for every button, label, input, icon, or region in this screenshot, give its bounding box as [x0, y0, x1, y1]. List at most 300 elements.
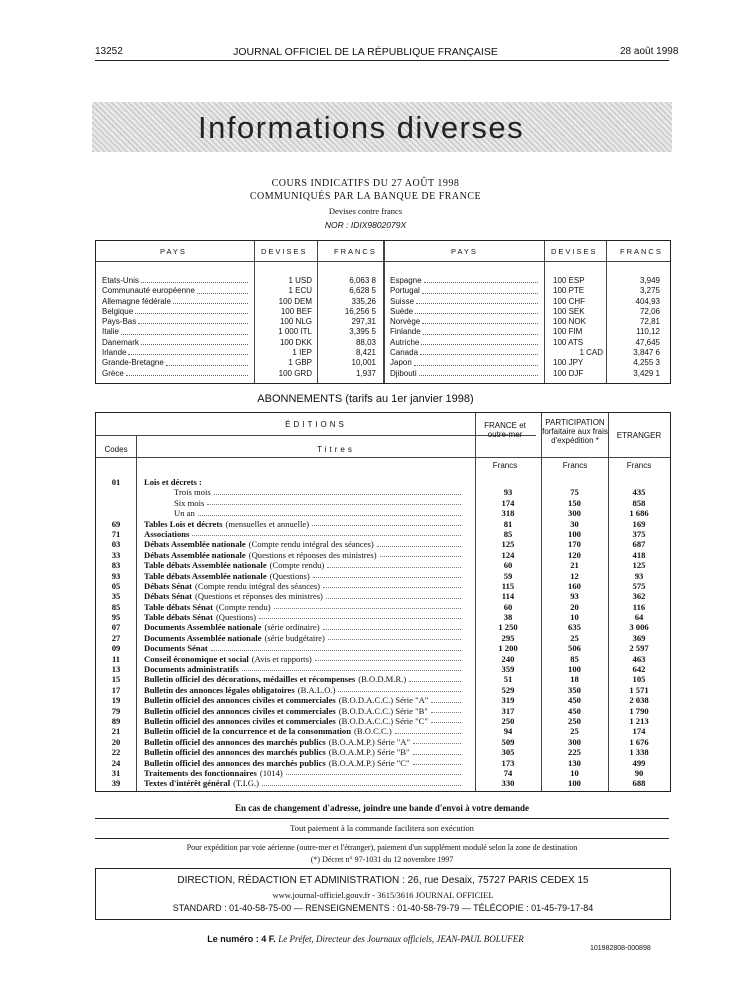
header-rule: [96, 435, 536, 436]
titre-cell: [144, 539, 464, 549]
code-cell: 15: [111, 674, 121, 685]
codes-header: Codes: [104, 445, 128, 454]
etranger-cell: 575: [632, 580, 646, 591]
dot-leader: [431, 706, 461, 713]
code-cell: 71: [111, 528, 121, 539]
titre-detail: (Questions): [215, 612, 257, 623]
titre-detail: (B.O.A.M.P.) Série "B": [328, 747, 410, 758]
pays-row: Pays-Bas: [102, 317, 250, 327]
titre-cell: [144, 695, 464, 705]
titre-cell: [144, 571, 464, 581]
abonnements-rows: [96, 477, 670, 789]
cours-line-2: COMMUNIQUÉS PAR LA BANQUE DE FRANCE: [249, 191, 482, 202]
contact-box: [95, 868, 671, 920]
dot-leader: [286, 768, 461, 775]
dot-leader: [328, 633, 461, 640]
titre-text: Bulletin officiel des annonces des marchés publics: [144, 736, 326, 747]
france-cell: 295: [501, 632, 515, 643]
etranger-cell: 688: [632, 778, 646, 789]
francs-cell: 1,937: [355, 368, 376, 378]
pays-row: Finlande: [390, 327, 540, 337]
phones-line: [96, 903, 670, 913]
titre-detail: (Compte rendu): [269, 560, 325, 571]
expedition-note: Pour expédition par voie aérienne (outre-mer et l'étranger), paiement d'un supplément modulé selon la zone de destination: [186, 843, 578, 852]
dot-leader: [259, 612, 461, 619]
col-header-pays: PAYS: [160, 247, 187, 256]
titre-text: Débats Assemblée nationale: [144, 549, 246, 560]
france-cell: 305: [501, 747, 515, 758]
table-row: [96, 643, 670, 653]
participation-cell: [541, 477, 608, 487]
abonnements-title: ABONNEMENTS (tarifs au 1er janvier 1998): [257, 393, 474, 405]
dot-leader: [327, 560, 461, 567]
francs-cell: 16,256 5: [344, 306, 376, 316]
titre-text: Trois mois: [174, 487, 211, 498]
etranger-cell: 105: [632, 674, 646, 685]
editions-header: ÉDITIONS: [285, 420, 347, 429]
devise-cell: 100 DJF: [553, 368, 584, 378]
titre-cell: [144, 529, 464, 539]
price: Le numéro : 4 F.: [207, 934, 276, 944]
note-rule: [95, 838, 669, 839]
participation-cell: 75: [570, 487, 579, 498]
dot-leader: [380, 550, 461, 557]
etranger-cell: 463: [632, 653, 646, 664]
titre-cell: [144, 674, 464, 684]
table-row: [96, 695, 670, 705]
code-cell: 39: [111, 778, 121, 789]
francs-cell: 3,949: [639, 276, 660, 285]
code-cell: 01: [111, 477, 121, 487]
dot-leader: [242, 664, 461, 671]
titre-text: Lois et décrets :: [144, 477, 202, 487]
print-reference: 101982808-000898: [590, 945, 651, 952]
table-row: [96, 602, 670, 612]
price-line: [0, 934, 731, 944]
titre-detail: (B.O.C.C.): [354, 726, 392, 737]
titre-text: Textes d'intérêt général: [144, 778, 231, 789]
devise-cell: 100 JPY: [553, 358, 584, 368]
titre-detail: (T.I.G.): [233, 778, 259, 789]
titre-detail: (B.O.D.A.C.C.) Série "B": [338, 705, 428, 716]
francs-cell: 3,395 5: [349, 327, 376, 337]
titre-cell: [144, 550, 464, 560]
france-cell: 93: [503, 487, 513, 498]
titre-text: Un an: [174, 508, 195, 519]
france-cell: 115: [501, 580, 515, 591]
dot-leader: [192, 529, 461, 536]
titre-detail: (série ordinaire): [264, 622, 320, 633]
titre-detail: (Questions et réponses des ministres): [248, 549, 377, 560]
francs-cell: 6,628 5: [349, 286, 376, 296]
francs-unit: Francs: [562, 461, 588, 470]
table-row: [96, 508, 670, 518]
code-cell: 83: [111, 560, 121, 571]
note-rule: [95, 818, 669, 819]
participation-cell: 120: [568, 549, 581, 560]
etranger-cell: 90: [634, 767, 644, 778]
direction-line: DIRECTION, RÉDACTION ET ADMINISTRATION : 26, rue Desaix, 75727 PARIS CEDEX 15: [177, 875, 589, 886]
table-row: [96, 529, 670, 539]
devise-cell: 1 000 ITL: [278, 327, 312, 337]
francs-cell: 404,93: [635, 296, 660, 306]
france-cell: 529: [501, 684, 515, 695]
participation-cell: 10: [570, 612, 579, 623]
participation-cell: 450: [568, 695, 581, 706]
dot-leader: [323, 581, 461, 588]
titre-cell: [144, 633, 464, 643]
france-cell: 173: [501, 757, 515, 768]
table-row: [96, 612, 670, 622]
currency-table: [95, 240, 671, 384]
paiement-note: Tout paiement à la commande facilitera son exécution: [290, 823, 474, 833]
titre-detail: (Compte rendu intégral des séances): [248, 539, 374, 550]
titre-text: Tables Lois et décrets: [144, 518, 223, 529]
pays-row: Norvège: [390, 317, 540, 327]
titre-cell: [174, 508, 464, 518]
titre-cell: [144, 612, 464, 622]
titre-text: Traitements des fonctionnaires: [144, 767, 257, 778]
titre-text: Débats Sénat: [144, 591, 192, 602]
dot-leader: [214, 487, 461, 494]
etranger-cell: 2 597: [629, 643, 649, 654]
titre-text: Associations: [144, 528, 190, 539]
table-row: [96, 571, 670, 581]
titres-header: Titres: [317, 445, 355, 454]
code-cell: 79: [111, 705, 121, 716]
table-row: [96, 560, 670, 570]
code-cell: 17: [111, 684, 121, 695]
etranger-cell: 435: [632, 487, 646, 498]
francs-unit: Francs: [492, 461, 518, 470]
titre-text: Débats Assemblée nationale: [144, 539, 246, 550]
francs-cell: 110,12: [636, 327, 660, 337]
code-cell: [96, 498, 136, 508]
code-cell: 33: [111, 549, 121, 560]
code-cell: 09: [111, 643, 121, 654]
section-title: Informations diverses: [198, 110, 525, 145]
left-francs-col: [322, 276, 376, 379]
france-cell: 94: [503, 726, 513, 737]
pays-row: Italie: [102, 327, 250, 337]
pays-row: Communauté européenne: [102, 286, 250, 296]
etranger-cell: 858: [632, 497, 646, 508]
dot-leader: [313, 571, 461, 578]
france-cell: 250: [501, 715, 515, 726]
code-cell: 85: [111, 601, 121, 612]
devise-cell: 100 DEM: [278, 296, 312, 306]
code-cell: 19: [111, 695, 121, 706]
titre-detail: (1014): [259, 767, 283, 778]
code-cell: 22: [111, 747, 121, 758]
etranger-cell: 369: [632, 632, 646, 643]
titre-detail: (B.O.A.M.P.) Série "C": [328, 757, 410, 768]
table-row: [96, 622, 670, 632]
france-cell: 330: [501, 778, 515, 789]
col-header-pays-2: PAYS: [451, 247, 478, 256]
titre-cell: [144, 519, 464, 529]
code-cell: 21: [111, 726, 121, 737]
titre-cell: [144, 716, 464, 726]
devise-cell: 100 ATS: [553, 337, 584, 347]
etranger-cell: 3 006: [629, 622, 649, 633]
dot-leader: [211, 643, 461, 650]
table-row: [96, 498, 670, 508]
table-row: [96, 539, 670, 549]
table-row: [96, 581, 670, 591]
code-cell: 89: [111, 715, 121, 726]
titre-text: Six mois: [174, 497, 205, 508]
col-rule: [383, 241, 385, 383]
col-header-devises-2: DEVISES: [551, 247, 598, 256]
pays-row: Japon: [390, 358, 540, 368]
pays-row: Allemagne fédérale: [102, 297, 250, 307]
table-row: [96, 726, 670, 736]
issue-date: 28 août 1998: [620, 46, 679, 57]
dot-leader: [395, 726, 461, 733]
titre-cell: [144, 560, 464, 570]
titre-cell: [144, 726, 464, 736]
table-row: [96, 591, 670, 601]
titre-cell: [144, 591, 464, 601]
etranger-cell: 375: [632, 528, 646, 539]
page-number: 13252: [95, 46, 123, 57]
participation-cell: 85: [570, 653, 579, 664]
etranger-cell: 362: [632, 591, 646, 602]
right-devises-col: [553, 276, 603, 379]
etranger-cell: 93: [634, 570, 644, 581]
titre-cell: [144, 706, 464, 716]
france-cell: 60: [503, 601, 513, 612]
participation-cell: 350: [568, 684, 581, 695]
code-cell: [96, 487, 136, 497]
etranger-cell: 1 213: [629, 715, 649, 726]
participation-cell: 10: [570, 767, 579, 778]
titre-detail: (B.A.L.O.): [297, 684, 336, 695]
francs-unit: Francs: [626, 461, 652, 470]
etranger-cell: [608, 477, 670, 487]
titre-text: Table débats Sénat: [144, 601, 213, 612]
etranger-cell: 499: [632, 757, 646, 768]
titre-detail: (Questions et réponses des ministres): [194, 591, 323, 602]
titre-cell: [144, 737, 464, 747]
titre-detail: (B.O.D.A.C.C.) Série "C": [338, 715, 428, 726]
devise-cell: 100 SEK: [553, 306, 585, 316]
right-francs-col: [610, 276, 660, 379]
dot-leader: [315, 654, 461, 661]
titre-cell: [174, 487, 464, 497]
france-cell: 1 200: [498, 643, 518, 654]
devise-cell: 100 CHF: [553, 296, 586, 306]
titre-cell: [144, 768, 464, 778]
france-cell: [475, 477, 541, 487]
participation-cell: 300: [568, 508, 581, 519]
telecopie-number: TÉLÉCOPIE : 01-45-79-17-84: [473, 903, 594, 913]
etranger-cell: 169: [632, 518, 646, 529]
titre-cell: [144, 581, 464, 591]
francs-cell: 10,001: [351, 358, 376, 368]
devise-cell: 100 NOK: [553, 317, 586, 327]
pays-row: Grande-Bretagne: [102, 358, 250, 368]
dot-leader: [431, 695, 461, 702]
france-cell: 124: [501, 549, 515, 560]
dot-leader: [207, 498, 461, 505]
francs-cell: 8,421: [355, 348, 376, 358]
table-row: [96, 747, 670, 757]
etranger-cell: 1 686: [629, 508, 649, 519]
dot-leader: [262, 778, 461, 785]
titre-text: Table débats Assemblée nationale: [144, 560, 267, 571]
changement-note: En cas de changement d'adresse, joindre une bande d'envoi à votre demande: [234, 803, 530, 813]
pays-row: Canada: [390, 348, 540, 358]
dot-leader: [312, 519, 461, 526]
left-pays-col: [102, 276, 250, 379]
etranger-cell: 174: [632, 726, 646, 737]
france-cell: 509: [501, 736, 515, 747]
participation-cell: 170: [568, 539, 581, 550]
code-cell: 93: [111, 570, 121, 581]
titre-cell: [144, 477, 464, 487]
titre-detail: (série budgétaire): [264, 632, 325, 643]
titre-detail: (B.O.D.M.R.): [358, 674, 407, 685]
participation-cell: 450: [568, 705, 581, 716]
titre-detail: (B.O.A.M.P.) Série "A": [328, 736, 411, 747]
pays-row: Suisse: [390, 297, 540, 307]
devise-cell: 1 GBP: [288, 358, 312, 368]
participation-cell: 130: [568, 757, 581, 768]
col-rule: [317, 241, 318, 383]
titre-cell: [144, 685, 464, 695]
titre-text: Bulletin officiel de la concurrence et de la consommation: [144, 726, 352, 737]
france-cell: 174: [501, 497, 515, 508]
titre-cell: [174, 498, 464, 508]
titre-text: Bulletin des annonces légales obligatoires: [144, 684, 295, 695]
dot-leader: [274, 602, 461, 609]
france-cell: 359: [501, 664, 515, 675]
dot-leader: [323, 622, 461, 629]
code-cell: 05: [111, 580, 121, 591]
code-cell: 27: [111, 632, 121, 643]
standard-number: STANDARD : 01-40-58-75-00: [172, 903, 292, 913]
participation-cell: 635: [568, 622, 581, 633]
titre-cell: [144, 622, 464, 632]
etranger-cell: 64: [634, 612, 644, 623]
participation-cell: 30: [570, 518, 579, 529]
table-row: [96, 487, 670, 497]
participation-cell: 21: [570, 560, 579, 571]
etranger-header: ETRANGER: [616, 431, 662, 440]
header-rule: [96, 457, 670, 458]
titre-cell: [144, 664, 464, 674]
titre-detail: (B.O.D.A.C.C.) Série "A": [338, 695, 429, 706]
titre-text: Documents Assemblée nationale: [144, 632, 262, 643]
france-cell: 38: [503, 612, 513, 623]
francs-cell: 4,255 3: [633, 358, 660, 368]
participation-cell: 160: [568, 580, 581, 591]
table-row: [96, 550, 670, 560]
france-cell: 125: [501, 539, 515, 550]
col-rule: [254, 241, 255, 383]
left-devises-col: [258, 276, 312, 379]
france-cell: 74: [503, 767, 513, 778]
francs-cell: 72,06: [639, 306, 660, 316]
code-cell: 07: [111, 622, 121, 633]
participation-cell: 225: [568, 747, 581, 758]
devise-cell: 1 IEP: [292, 348, 312, 358]
separator: —: [461, 903, 474, 913]
francs-cell: 6,063 8: [349, 276, 376, 285]
participation-cell: 100: [568, 528, 581, 539]
participation-cell: 150: [568, 497, 581, 508]
titre-detail: (Compte rendu intégral des séances): [194, 580, 321, 591]
france-cell: 318: [501, 508, 515, 519]
dot-leader: [413, 758, 461, 765]
france-cell: 319: [501, 695, 515, 706]
col-header-francs-2: FRANCS: [620, 247, 663, 256]
france-cell: 59: [503, 570, 513, 581]
pays-row: Espagne: [390, 276, 540, 286]
titre-cell: [144, 778, 464, 788]
titre-text: Table débats Sénat: [144, 612, 213, 623]
etranger-cell: 116: [632, 601, 646, 612]
table-row: [96, 654, 670, 664]
devise-cell: 100 PTE: [553, 286, 585, 296]
devise-cell: 1 CAD: [579, 348, 603, 358]
france-header: FRANCE et outre-mer: [484, 421, 526, 439]
pays-row: Autriche: [390, 338, 540, 348]
table-row: [96, 716, 670, 726]
france-cell: 81: [503, 518, 513, 529]
table-row: [96, 477, 670, 487]
participation-cell: 25: [570, 726, 579, 737]
etranger-cell: 2 038: [629, 695, 649, 706]
francs-cell: 72,81: [639, 317, 660, 327]
titre-text: Documents Sénat: [144, 643, 208, 654]
titre-text: Débats Sénat: [144, 580, 192, 591]
titre-text: Bulletin officiel des annonces des marchés publics: [144, 757, 326, 768]
table-row: [96, 706, 670, 716]
code-cell: 03: [111, 539, 121, 550]
devise-cell: 100 BEF: [280, 306, 312, 316]
participation-cell: 12: [570, 570, 579, 581]
dot-leader: [431, 716, 461, 723]
france-cell: 114: [501, 591, 515, 602]
code-cell: 24: [111, 757, 121, 768]
dot-leader: [377, 539, 461, 546]
titre-cell: [144, 747, 464, 757]
renseignements-number: RENSEIGNEMENTS : 01-40-58-79-79: [305, 903, 460, 913]
abonnements-table: [95, 412, 671, 792]
titre-cell: [144, 602, 464, 612]
titre-detail: (mensuelles et annuelle): [225, 518, 310, 529]
table-row: [96, 758, 670, 768]
code-cell: 95: [111, 612, 121, 623]
participation-cell: 100: [568, 664, 581, 675]
etranger-cell: 125: [632, 560, 646, 571]
table-row: [96, 778, 670, 788]
devise-cell: 100 GRD: [278, 368, 312, 378]
web-line: www.journal-officiel.gouv.fr - 3615/3616 JOURNAL OFFICIEL: [272, 890, 494, 900]
header-rule: [95, 60, 669, 61]
etranger-cell: 1 676: [629, 736, 649, 747]
journal-title: JOURNAL OFFICIEL DE LA RÉPUBLIQUE FRANÇAISE: [233, 46, 498, 58]
separator: —: [293, 903, 306, 913]
participation-cell: 250: [568, 715, 581, 726]
col-header-devises: DEVISES: [261, 247, 308, 256]
francs-cell: 3,847 6: [633, 348, 660, 358]
titre-text: Bulletin officiel des annonces des marchés publics: [144, 747, 326, 758]
francs-cell: 3,429 1: [633, 368, 660, 378]
